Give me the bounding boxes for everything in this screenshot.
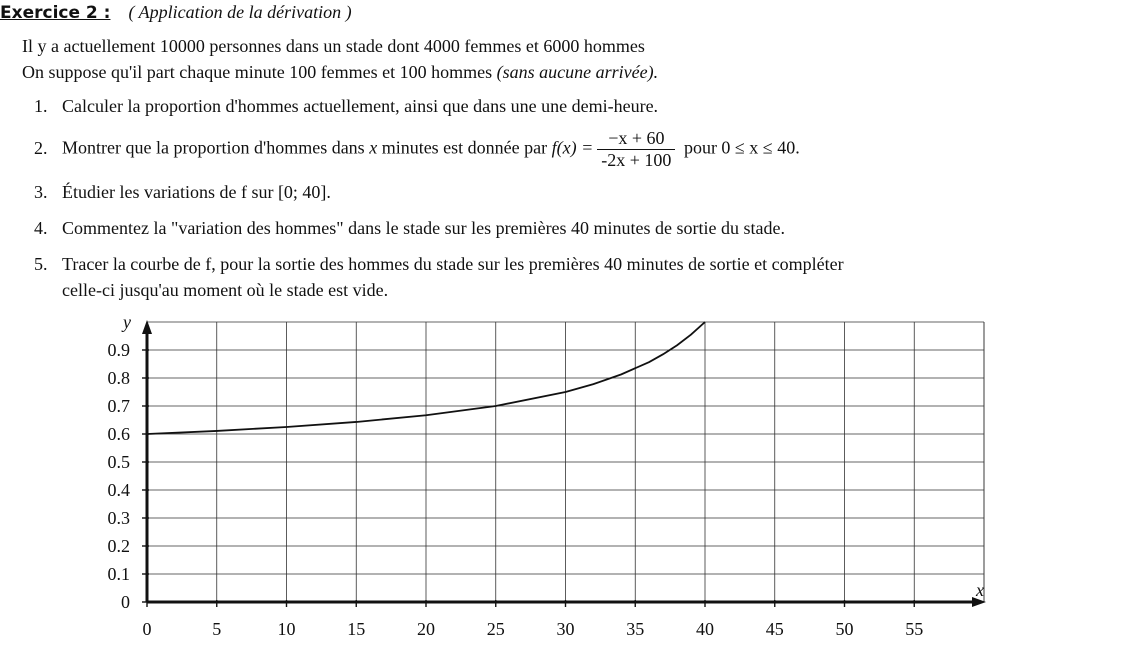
- intro-line-2-main: On suppose qu'il part chaque minute 100 femmes et 100 hommes: [22, 62, 497, 82]
- ticks-layer: [108, 340, 924, 639]
- axes-layer: [121, 312, 986, 607]
- intro-line-2-italic: (sans aucune arrivée).: [496, 62, 659, 82]
- y-axis-label: y: [123, 312, 131, 332]
- question-2-text-a: Montrer que la proportion d'hommes dans: [62, 137, 370, 158]
- question-2-number: 2.: [34, 137, 48, 158]
- question-2-text-c: pour 0 ≤ x ≤ 40.: [679, 137, 800, 158]
- exercise-label: Exercice 2 :: [0, 3, 111, 23]
- x-tick-label: 55: [905, 619, 924, 639]
- question-4-text: Commentez la "variation des hommes" dans le stade sur les premières 40 minutes de sortie du stade.: [62, 218, 786, 238]
- question-5-number: 5.: [34, 254, 48, 274]
- y-tick-label: 0: [121, 592, 130, 612]
- y-tick-label: 0.9: [107, 340, 130, 360]
- question-1-text: Calculer la proportion d'hommes actuellement, ainsi que dans une une demi-heure.: [62, 96, 659, 116]
- x-tick-label: 50: [835, 619, 854, 639]
- question-5-text-line-1: Tracer la courbe de f, pour la sortie des hommes du stade sur les premières 40 minutes de sortie et compléter: [62, 254, 844, 274]
- grid-layer: [147, 322, 984, 602]
- exercise-subtitle: ( Application de la dérivation ): [128, 2, 352, 22]
- question-5-continuation: celle-ci jusqu'au moment où le stade est vide.: [62, 280, 389, 300]
- y-tick-label: 0.1: [107, 564, 130, 584]
- y-tick-label: 0.8: [107, 368, 130, 388]
- intro-line-1: Il y a actuellement 10000 personnes dans un stade dont 4000 femmes et 6000 hommes: [22, 36, 645, 56]
- x-tick-label: 45: [765, 619, 784, 639]
- fraction-numerator: −x + 60: [597, 128, 675, 150]
- x-tick-label: 5: [212, 619, 222, 639]
- question-2-var-x: x: [369, 137, 378, 158]
- question-2-function: f(x) =: [551, 137, 594, 158]
- y-tick-label: 0.5: [107, 452, 130, 472]
- y-tick-label: 0.2: [107, 536, 130, 556]
- x-tick-label: 15: [347, 619, 366, 639]
- x-tick-label: 35: [626, 619, 645, 639]
- question-4-number: 4.: [34, 218, 48, 238]
- question-1-number: 1.: [34, 96, 48, 116]
- x-tick-label: 10: [277, 619, 296, 639]
- y-tick-label: 0.3: [107, 508, 130, 528]
- question-3-text: Étudier les variations de f sur [0; 40].: [62, 182, 331, 202]
- fraction-denominator: -2x + 100: [601, 150, 672, 170]
- question-3-number: 3.: [34, 182, 48, 202]
- y-tick-label: 0.4: [107, 480, 130, 500]
- x-axis-label: x: [976, 580, 984, 600]
- x-tick-label: 0: [142, 619, 152, 639]
- x-tick-label: 20: [417, 619, 435, 639]
- x-tick-label: 30: [556, 619, 575, 639]
- y-tick-label: 0.6: [107, 424, 130, 444]
- question-2-text-b: minutes est donnée par: [377, 137, 552, 158]
- y-tick-label: 0.7: [107, 396, 130, 416]
- x-tick-label: 25: [486, 619, 505, 639]
- x-tick-label: 40: [696, 619, 714, 639]
